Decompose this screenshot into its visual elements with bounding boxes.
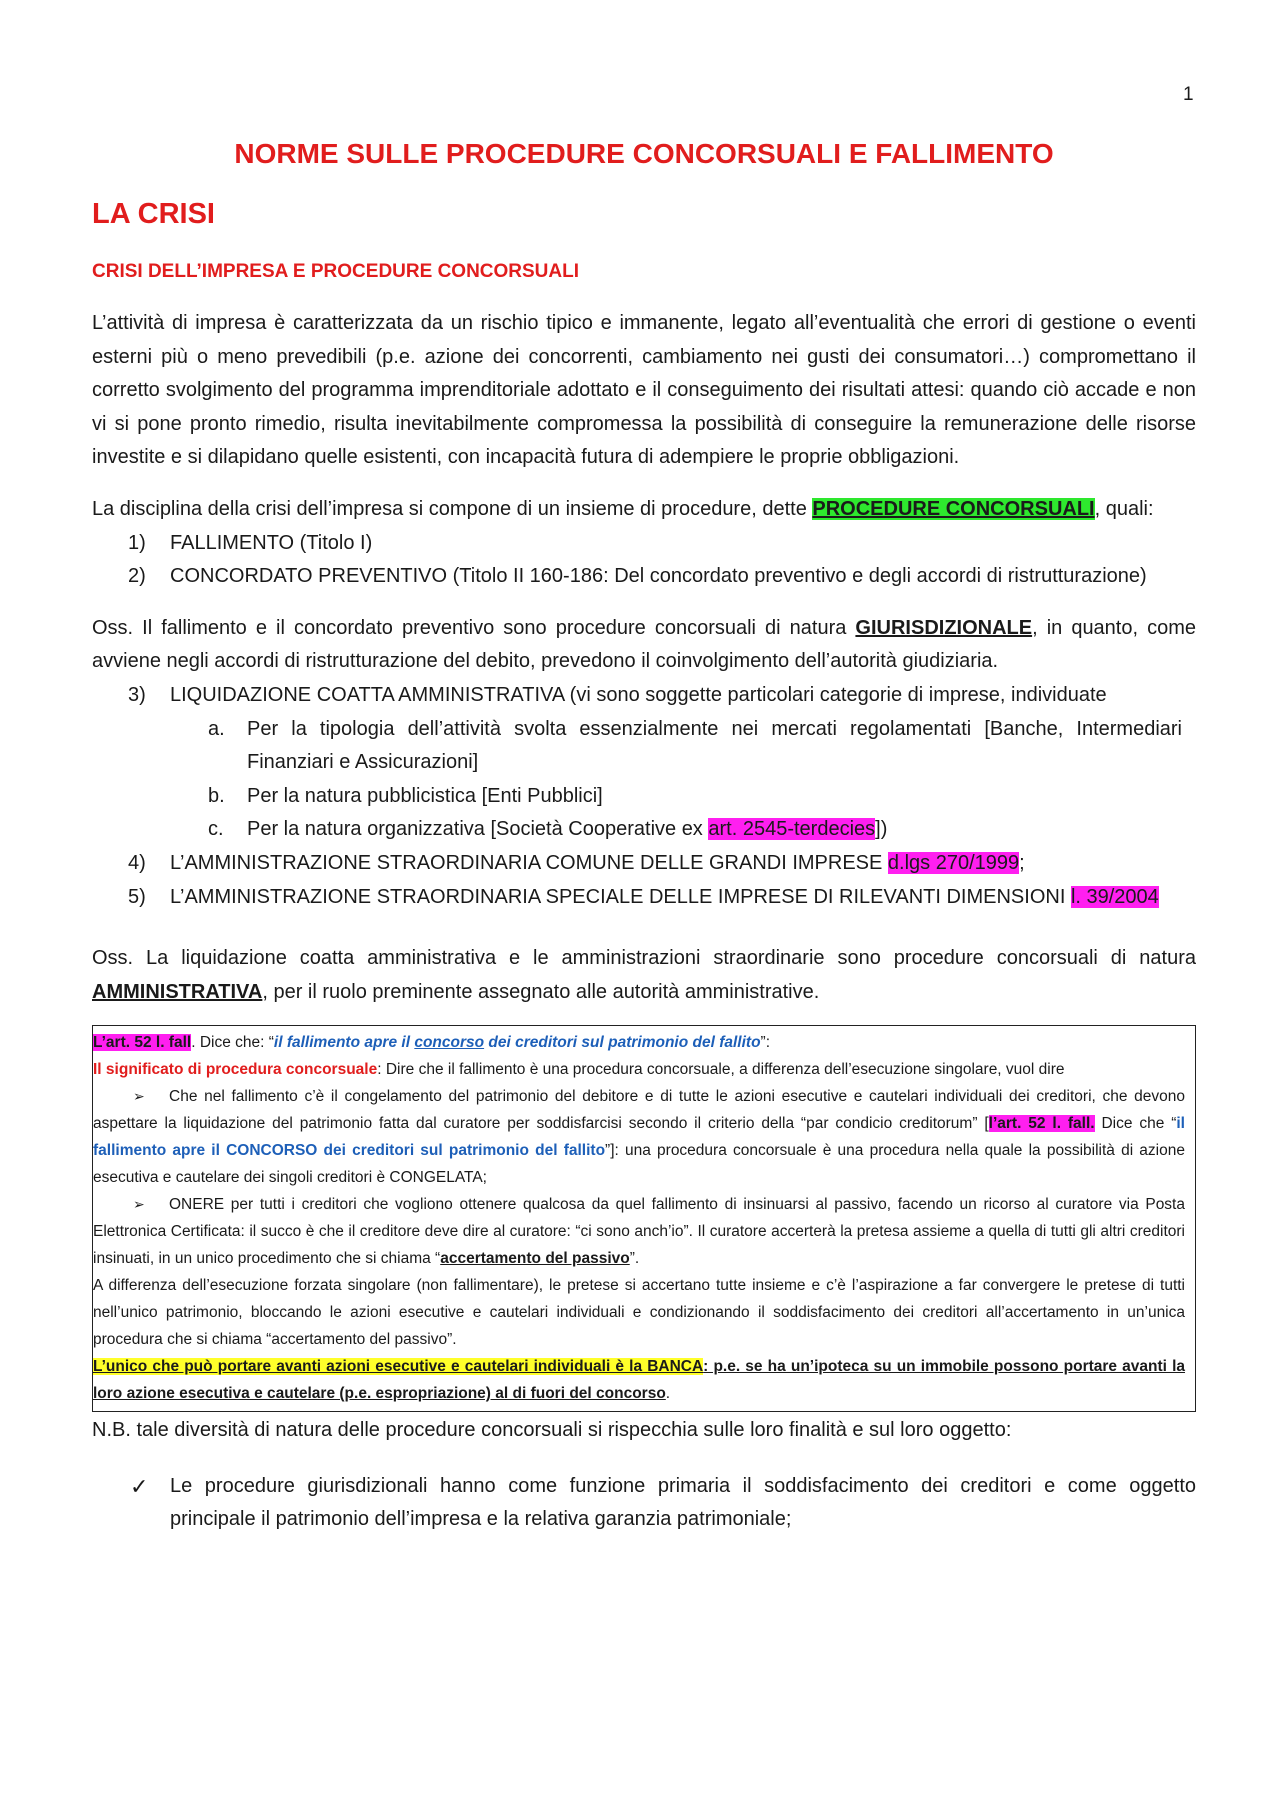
section-title: LA CRISI <box>92 198 215 230</box>
paragraph-oss-1 <box>92 612 1196 679</box>
quote-concorso: concorso <box>414 1034 485 1052</box>
text-fragment: : Dire che il fallimento è una procedura concorsuale, a differenza dell’esecuzione singolare, vuol dire <box>377 1061 1065 1079</box>
emphasis-accertamento: accertamento del passivo <box>440 1250 630 1268</box>
arrow-bullet-icon: ➢ <box>133 1088 145 1105</box>
list-item <box>92 560 1196 594</box>
text-fragment: L’AMMINISTRAZIONE STRAORDINARIA COMUNE DELLE GRANDI IMPRESE <box>170 851 888 874</box>
arrow-bullet-icon: ➢ <box>133 1196 145 1213</box>
paragraph-procedures <box>92 493 1196 527</box>
emphasis-amministrativa: AMMINISTRATIVA <box>92 980 263 1003</box>
sublist-letter: b. <box>208 784 225 807</box>
quote-concorso-bold: il fallimento apre il CONCORSO dei creditori sul patrimonio del fallito <box>93 1115 1185 1160</box>
highlight-art52-fall: l’art. 52 l. fall. <box>988 1115 1095 1133</box>
sublist-item <box>92 813 1196 847</box>
list-number: 1) <box>128 531 146 554</box>
text-fragment: ONERE per tutti i creditori che vogliono ottenere qualcosa da quel fallimento di insinuarsi al passivo, facendo un ricorso al curatore via Posta Elettronica Certificata: il succo è che il creditore deve dire al curatore: “ci sono anch’io”. Il curatore accerterà la pretesa assieme a quella di tutti gli altri creditori insinuati, in un unico procedimento che si chiama “ <box>93 1196 1185 1268</box>
text-fragment: ”: <box>760 1034 771 1052</box>
list-item <box>92 527 1196 561</box>
list-item-text: FALLIMENTO (Titolo I) <box>170 531 373 554</box>
box-line-art52 <box>93 1029 1185 1056</box>
list-item <box>92 847 1196 881</box>
sublist-item-text: Per la tipologia dell’attività svolta essenzialmente nei mercati regolamentati [Banche, Intermediari Finanziari e Assicurazioni] <box>247 717 1182 774</box>
text-fragment: ; <box>1019 851 1025 874</box>
procedure-list-1 <box>92 527 1196 594</box>
highlight-dlgs: d.lgs 270/1999 <box>887 851 1020 874</box>
note-box <box>92 1025 1196 1412</box>
emphasis-ipoteca: : p.e. se ha un’ipoteca su un immobile possono portare avanti la loro azione esecutiva e cautelare (p.e. espropriazione) al di fuori del concorso <box>93 1358 1186 1403</box>
text-fragment: La disciplina della crisi dell’impresa si compone di un insieme di procedure, dette <box>92 497 813 520</box>
highlight-art52: L’art. 52 l. fall <box>93 1034 192 1052</box>
list-item <box>92 679 1196 713</box>
text-fragment: , in quanto, come avviene negli accordi di ristrutturazione del debito, prevedono il coinvolgimento dell’autorità giudiziaria. <box>92 616 1196 673</box>
paragraph-nb: N.B. tale diversità di natura delle procedure concorsuali si rispecchia sulle loro finalità e sul loro oggetto: <box>92 1419 1012 1442</box>
text-fragment: . Dice che: “ <box>191 1034 274 1052</box>
procedure-list-2 <box>92 679 1196 914</box>
text-fragment: Oss. La liquidazione coatta amministrativa e le amministrazioni straordinarie sono procedure concorsuali di natura <box>92 947 1196 970</box>
red-label-significato: Il significato di procedura concorsuale <box>93 1061 378 1079</box>
paragraph-intro: L’attività di impresa è caratterizzata da un rischio tipico e immanente, legato all’eventualità che errori di gestione o eventi esterni più o meno prevedibili (p.e. azione dei concorrenti, cambiamento nei gusti dei consumatori…) compromettano il corretto svolgimento del programma imprenditoriale adottato e il conseguimento dei risultati attesi: quando ciò accade e non vi si pone pronto rimedio, risulta inevitabilmente compromessa la possibilità di conseguire la remunerazione delle risorse investite e si dilapidano quelle esistenti, con incapacità futura di adempiere le proprie obbligazioni. <box>92 312 1196 469</box>
highlight-procedure-concorsuali: PROCEDURE CONCORSUALI <box>812 497 1095 520</box>
document-body <box>92 138 1196 1537</box>
highlight-legge: l. 39/2004 <box>1070 885 1159 908</box>
text-fragment: ”. <box>629 1250 640 1268</box>
list-number: 4) <box>128 851 146 874</box>
highlight-banca: L’unico che può portare avanti azioni esecutive e cautelari individuali è la BANCA <box>93 1358 704 1376</box>
list-number: 3) <box>128 683 146 706</box>
check-item-text: Le procedure giurisdizionali hanno come funzione primaria il soddisfacimento dei creditori e come oggetto principale il patrimonio dell’impresa e la relativa garanzia patrimoniale; <box>170 1474 1196 1531</box>
list-item-text: CONCORDATO PREVENTIVO (Titolo II 160-186: Del concordato preventivo e degli accordi di ristrutturazione) <box>170 565 1147 588</box>
emphasis-giurisdizionale: GIURISDIZIONALE <box>855 616 1033 639</box>
text-fragment: Per la natura organizzativa [Società Cooperative ex <box>247 818 709 841</box>
subsection-title: CRISI DELL’IMPRESA E PROCEDURE CONCORSUALI <box>92 261 580 282</box>
text-fragment: Dice che “ <box>1094 1115 1177 1133</box>
box-bullet-1 <box>93 1083 1185 1191</box>
text-fragment: ”]: una procedura concorsuale è una procedura nella quale la possibilità di azione esecutiva e cautelare dei singoli creditori è CONGELATA; <box>93 1142 1185 1187</box>
box-paragraph-differenza: A differenza dell’esecuzione forzata singolare (non fallimentare), le pretese si accertano tutte insieme e c’è l’aspirazione a far convergere le pretese di tutti nell’unico patrimonio, bloccando le azioni esecutive e cautelari individuali e condizionando il soddisfacimento dei creditori all’accertamento in un’unica procedura che si chiama “accertamento del passivo”. <box>93 1277 1185 1349</box>
page-number: 1 <box>1183 84 1194 105</box>
text-fragment: ]) <box>875 818 888 841</box>
text-fragment: Che nel fallimento c’è il congelamento del patrimonio del debitore e di tutte le azioni esecutive e cautelari individuali dei creditori, che devono aspettare la liquidazione del patrimonio fatta dal curatore per soddisfarcisi secondo il criterio della “par condicio creditorum” [ <box>93 1088 1185 1133</box>
box-paragraph-banca <box>93 1353 1185 1407</box>
text-fragment: L’AMMINISTRAZIONE STRAORDINARIA SPECIALE DELLE IMPRESE DI RILEVANTI DIMENSIONI <box>170 885 1071 908</box>
text-fragment: Oss. Il fallimento e il concordato preventivo sono procedure concorsuali di natura <box>92 616 856 639</box>
highlight-art-2545: art. 2545-terdecies <box>708 818 876 841</box>
quote-fragment: dei creditori sul patrimonio del fallito <box>484 1034 761 1052</box>
list-number: 2) <box>128 565 146 588</box>
quote-fragment: il fallimento apre il <box>273 1034 415 1052</box>
checkmark-icon: ✓ <box>130 1473 149 1499</box>
list-item <box>92 881 1196 915</box>
list-number: 5) <box>128 885 146 908</box>
box-line-significato <box>93 1056 1185 1083</box>
sublist-letter: c. <box>208 818 224 841</box>
check-item <box>92 1470 1196 1537</box>
text-fragment: , quali: <box>1094 497 1154 520</box>
text-fragment: . <box>665 1385 671 1403</box>
document-title: NORME SULLE PROCEDURE CONCORSUALI E FALLIMENTO <box>234 138 1054 169</box>
box-bullet-2 <box>93 1191 1185 1272</box>
text-fragment: , per il ruolo preminente assegnato alle autorità amministrative. <box>262 980 820 1003</box>
list-item-text: LIQUIDAZIONE COATTA AMMINISTRATIVA (vi sono soggette particolari categorie di imprese, individuate <box>170 683 1107 706</box>
sublist-item <box>92 780 1196 814</box>
sublist-letter: a. <box>208 717 225 740</box>
paragraph-oss-2 <box>92 942 1196 1009</box>
sublist-item-text: Per la natura pubblicistica [Enti Pubblici] <box>247 784 603 807</box>
sublist-item <box>92 713 1196 780</box>
